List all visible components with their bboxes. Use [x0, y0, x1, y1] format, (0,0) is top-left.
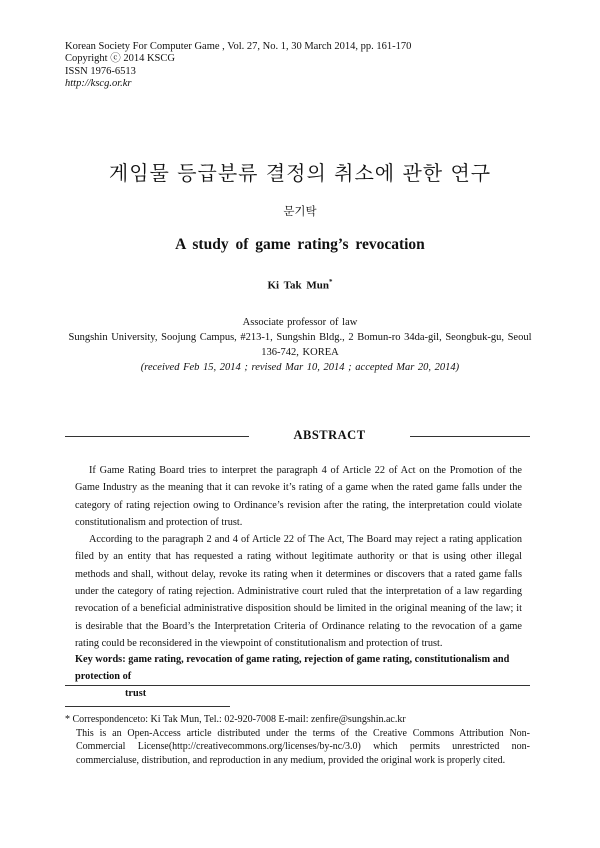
- copyright-line: Copyright ⓒ 2014 KSCG: [65, 53, 175, 65]
- issn-line: ISSN 1976-6513: [65, 65, 136, 77]
- keywords-divider: [65, 685, 530, 686]
- heading-rule-left: [65, 436, 249, 437]
- english-title: A study of game rating’s revocation: [175, 236, 425, 253]
- heading-rule-right: [410, 436, 530, 437]
- affiliation: [60, 315, 540, 375]
- korean-author: 문기탁: [283, 204, 317, 218]
- keywords-line-2: trust: [125, 688, 147, 699]
- journal-url: http://kscg.or.kr: [65, 78, 132, 90]
- abstract-body: [75, 462, 522, 652]
- abstract-paragraph: According to the paragraph 2 and 4 of Article 22 of The Act, The Board may reject a rating application filed by an entity that has requested a rating without legitimate authority or that is using other illegal methods and shall, without delay, revoke its rating when it determines or discovers that a rated game falls under the category of rating rejection. Administrative court ruled that the interpretation of a law regarding revocation of a beneficial administrative disposition should be limited in the original meaning of the law; it is desirable that the Board’s the Interpretation Criteria of Ordinance relating to the revocation of a game rating could be reconsidered in the viewpoint of constitutionalism and protection of trust.: [75, 534, 522, 649]
- license-note: This is an Open-Access article distributed under the terms of the Creative Commons Attribution Non-Commercial License(http://creativecommons.org/licenses/by-nc/3.0) which permits unrestricted non-commercialuse, distribution, and reproduction in any medium, provided the original work is properly cited.: [76, 727, 530, 766]
- footnote: [65, 713, 530, 767]
- korean-title: 게임물 등급분류 결정의 취소에 관한 연구: [108, 161, 492, 185]
- english-author: [0, 278, 600, 292]
- keywords-line-1: Key words: game rating, revocation of game rating, rejection of game rating, constitutionalism and protection of: [75, 654, 510, 682]
- address-line-1: Sungshin University, Soojung Campus, #213-1, Sungshin Bldg., 2 Bomun-ro 34da-gil, Seongbuk-gu, Seoul: [68, 332, 532, 343]
- footnote-rule: [65, 706, 230, 707]
- correspondence-note: * Correspondenceto: Ki Tak Mun, Tel.: 02-920-7008 E-mail: zenfire@sungshin.ac.kr: [65, 714, 406, 725]
- author-name: Ki Tak Mun: [267, 279, 329, 292]
- journal-header: [65, 41, 411, 91]
- address-line-2: 136-742, KOREA: [261, 347, 339, 358]
- author-position: Associate professor of law: [242, 317, 358, 328]
- keywords: [75, 651, 525, 702]
- journal-citation: Korean Society For Computer Game , Vol. 27, No. 1, 30 March 2014, pp. 161-170: [65, 41, 412, 52]
- abstract-heading: ABSTRACT: [293, 428, 366, 442]
- author-footnote-mark: *: [328, 278, 333, 286]
- abstract-heading-bar: [65, 426, 530, 446]
- abstract-paragraph: If Game Rating Board tries to interpret the paragraph 4 of Article 22 of Act on the Promotion of the Game Industry as the meaning that it can revoke it’s rating of a game when the rated game falls under the category of rating rejection owing to Ordinance’s revision after the rating, the interpretation could violate constitutionalism and protection of trust.: [75, 465, 522, 528]
- submission-dates: (received Feb 15, 2014 ; revised Mar 10, 2014 ; accepted Mar 20, 2014): [140, 362, 460, 373]
